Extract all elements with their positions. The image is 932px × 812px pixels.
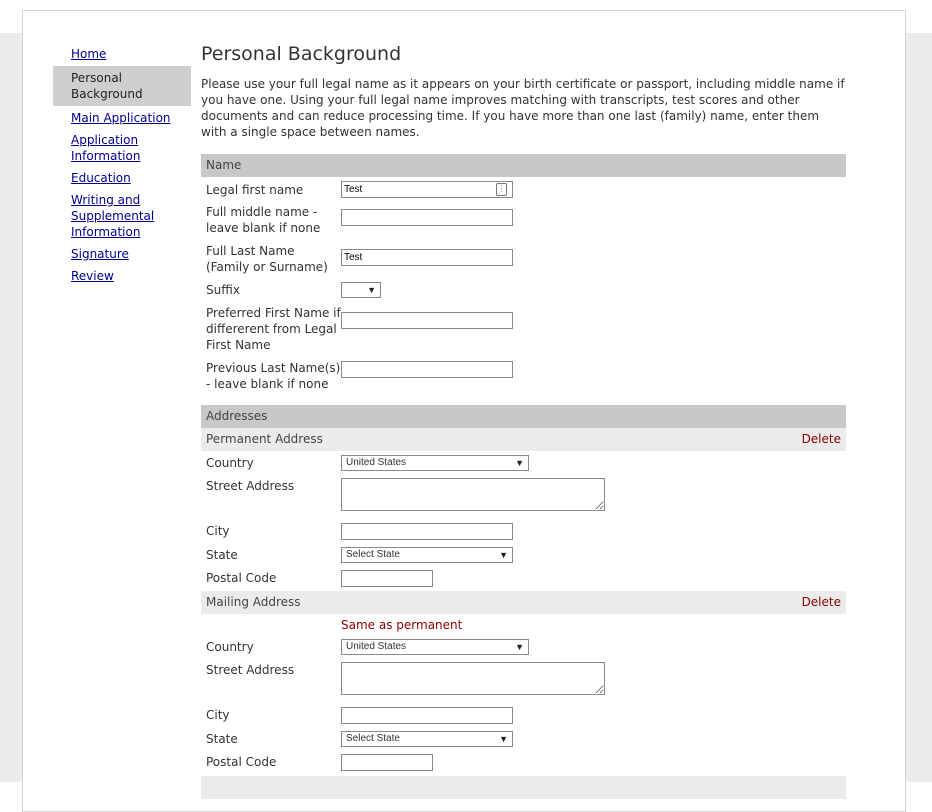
section-header-name: Name <box>201 154 846 177</box>
sidebar-link-review[interactable]: Review <box>71 269 114 283</box>
middle-name-input[interactable] <box>341 209 513 226</box>
autofill-key-icon[interactable]: ⋮ <box>496 183 507 196</box>
row-mailing-country <box>201 639 846 655</box>
legal-first-name-input[interactable] <box>341 181 513 198</box>
row-permanent-state <box>201 547 846 563</box>
page-panel <box>22 10 906 812</box>
row-middle-name <box>201 204 846 236</box>
row-permanent-city <box>201 523 846 540</box>
row-mailing-postal <box>201 754 846 771</box>
mailing-country-select[interactable] <box>341 639 529 655</box>
row-preferred-name <box>201 305 846 353</box>
suffix-select[interactable] <box>341 282 381 298</box>
delete-mailing-address-link[interactable]: Delete <box>801 595 841 609</box>
label-permanent-postal: Postal Code <box>206 571 277 585</box>
page-title: Personal Background <box>201 43 402 65</box>
sidebar-item-review[interactable] <box>53 266 189 288</box>
mailing-city-input[interactable] <box>341 707 513 724</box>
sidebar-link-signature[interactable]: Signature <box>71 247 129 261</box>
sidebar-link-education[interactable]: Education <box>71 171 131 185</box>
chevron-down-icon: ▼ <box>515 458 524 468</box>
mailing-country-value: United States <box>346 641 407 652</box>
intro-text: Please use your full legal name as it appears on your birth certificate or passport, including middle name if you have one. Using your full legal name improves matching with transcripts, test scores and other documents and can reduce processing time. If you have more than one last (family) name, enter them with a single space between names. <box>201 77 845 139</box>
row-permanent-country <box>201 455 846 471</box>
mailing-postal-input[interactable] <box>341 754 433 771</box>
previous-last-name-input[interactable] <box>341 361 513 378</box>
row-legal-first-name <box>201 181 846 198</box>
mailing-state-value: Select State <box>346 733 400 744</box>
label-permanent-country: Country <box>206 456 254 470</box>
permanent-country-value: United States <box>346 457 407 468</box>
label-mailing-street: Street Address <box>206 663 295 677</box>
chevron-down-icon: ▼ <box>499 734 508 744</box>
row-previous-last-name <box>201 360 846 392</box>
label-mailing-state: State <box>206 732 238 746</box>
sidebar-link-writing[interactable]: Writing and Supplemental Information <box>71 193 155 239</box>
main-content <box>201 41 846 799</box>
subsection-header-mailing <box>201 591 846 614</box>
label-mailing-city: City <box>206 708 230 722</box>
label-previous-last-name: Previous Last Name(s) - leave blank if none <box>206 361 341 391</box>
permanent-postal-input[interactable] <box>341 570 433 587</box>
sidebar-item-education[interactable] <box>53 168 189 190</box>
delete-permanent-address-link[interactable]: Delete <box>801 432 841 446</box>
sidebar-nav <box>53 44 189 288</box>
chevron-down-icon: ▼ <box>499 550 508 560</box>
sidebar-item-main-application[interactable] <box>53 108 189 130</box>
sidebar-link-application-information[interactable]: Application Information <box>71 133 141 163</box>
label-permanent-street: Street Address <box>206 479 295 493</box>
subsection-header-permanent <box>201 428 846 451</box>
same-as-permanent-link[interactable]: Same as permanent <box>341 618 463 632</box>
label-legal-first-name: Legal first name <box>206 183 304 197</box>
permanent-country-select[interactable] <box>341 455 529 471</box>
label-permanent-state: State <box>206 548 238 562</box>
mailing-street-input[interactable] <box>341 662 605 695</box>
sidebar-label-personal-background: Personal Background <box>71 71 143 101</box>
sidebar-item-writing[interactable] <box>53 190 189 244</box>
mailing-state-select[interactable] <box>341 731 513 747</box>
preferred-name-input[interactable] <box>341 312 513 329</box>
permanent-street-input[interactable] <box>341 478 605 511</box>
row-mailing-street <box>201 662 846 695</box>
sidebar-item-signature[interactable] <box>53 244 189 266</box>
permanent-city-input[interactable] <box>341 523 513 540</box>
sidebar-item-application-information[interactable] <box>53 130 189 168</box>
label-permanent-city: City <box>206 524 230 538</box>
chevron-down-icon: ▼ <box>367 285 376 295</box>
sidebar-item-personal-background[interactable] <box>53 66 191 106</box>
subsection-header-next <box>201 776 846 799</box>
last-name-input[interactable] <box>341 249 513 266</box>
label-mailing-country: Country <box>206 640 254 654</box>
section-header-addresses: Addresses <box>201 405 846 428</box>
label-mailing-postal: Postal Code <box>206 755 277 769</box>
chevron-down-icon: ▼ <box>515 642 524 652</box>
permanent-state-value: Select State <box>346 549 400 560</box>
permanent-address-title: Permanent Address <box>206 432 323 446</box>
row-permanent-postal <box>201 570 846 587</box>
label-last-name: Full Last Name (Family or Surname) <box>206 244 328 274</box>
mailing-address-title: Mailing Address <box>206 595 301 609</box>
sidebar-link-main-application[interactable]: Main Application <box>71 111 171 125</box>
label-suffix: Suffix <box>206 283 240 297</box>
row-suffix <box>201 282 846 298</box>
row-mailing-state <box>201 731 846 747</box>
row-last-name <box>201 243 846 275</box>
sidebar-item-home[interactable] <box>53 44 189 66</box>
label-middle-name: Full middle name - leave blank if none <box>206 205 321 235</box>
row-mailing-city <box>201 707 846 724</box>
permanent-state-select[interactable] <box>341 547 513 563</box>
label-preferred-name: Preferred First Name if differerent from Legal First Name <box>206 306 341 352</box>
sidebar-link-home[interactable]: Home <box>71 47 107 61</box>
row-permanent-street <box>201 478 846 511</box>
